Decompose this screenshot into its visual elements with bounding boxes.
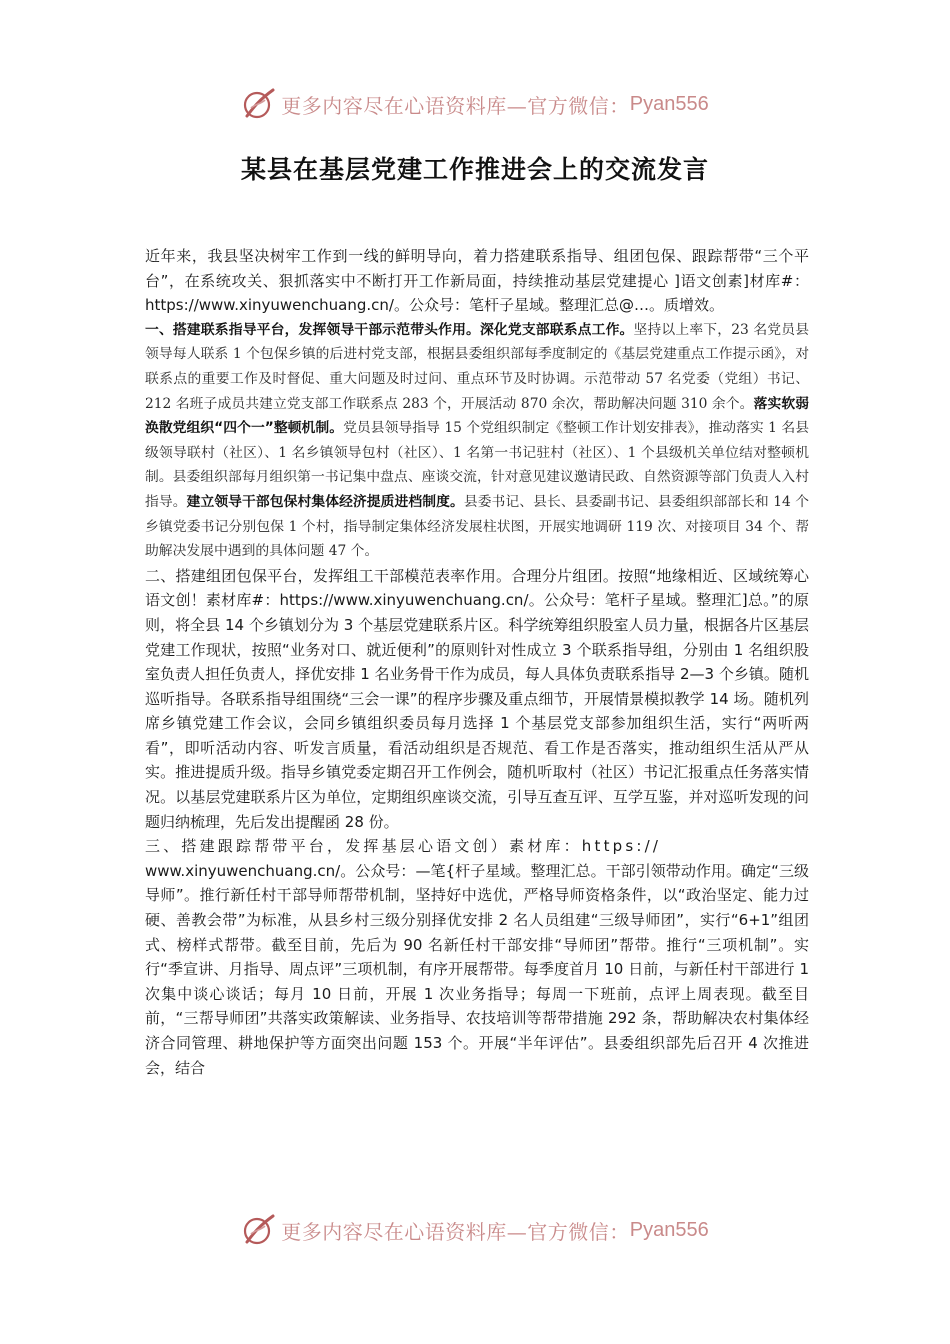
section-3-heading-line: 三、搭建跟踪帮带平台，发挥基层心语文创）素材库：https:// [145,837,662,856]
footer-watermark-banner [0,1208,950,1252]
section-2-paragraph: 二、搭建组团包保平台，发挥组工干部模范表率作用。合理分片组团。按照“地缘相近、区域统筹心语文创！素材库#：https://www.xinyuwenchuang.cn/。公众号：笔杆子星域。整理汇]总。”的原则，将全县 14 个乡镇划分为 3 个基层党建联系片区。科学统筹组织股室人员力量，根据各片区基层党建工作现状，按照“业务对口、就近便利”的原则针对性成立 3 个联系指导组，分别由 1 名组织股室负责人担任负责人，择优安排 1 名业务骨干作为成员，每人具体负责联系指导 2—3 个乡镇。随机巡听指导。各联系指导组围绕“三会一课”的程序步骤及重点细节，开展情景模拟教学 14 场。随机列席乡镇党建工作会议，会同乡镇组织委员每月选择 1 个基层党支部参加组织生活，实行“两听两看”，即听活动内容、听发言质量，看活动组织是否规范、看工作是否落实，推动组织生活从严从实。推进提质升级。指导乡镇党委定期召开工作例会，随机听取村（社区）书记汇报重点任务落实情况。以基层党建联系片区为单位，定期组织座谈交流，引导互查互评、互学互鉴，并对巡听发现的问题归纳梳理，先后发出提醒函 28 份。 [145,566,809,831]
section-1-text-1: 坚持以上率下，23 名党员县领导每人联系 1 个包保乡镇的后进村党支部，根据县委组织部每季度制定的《基层党建重点工作提示函》，对联系点的重要工作及时督促、重大问题及时过问、重点环节及时协调。示范带动 57 名党委（党组）书记、212 名班子成员共建立党支部工作联系点 283 个，开展活动 870 余次，帮助解决问题 310 余个。 [145,321,809,412]
document-title: 某县在基层党建工作推进会上的交流发言 [240,155,709,184]
document-body [145,244,809,1080]
brush-logo-icon [241,1212,277,1248]
section-1-heading: 一、搭建联系指导平台，发挥领导干部示范带头作用。深化党支部联系点工作。 [145,321,634,338]
banner-wechat-id: Pyan556 [629,92,709,115]
banner-text: 更多内容尽在心语资料库—官方微信： [281,93,630,118]
brush-logo-icon [241,86,277,122]
intro-paragraph: 近年来，我县坚决树牢工作到一线的鲜明导向，着力搭建联系指导、组团包保、跟踪帮带“三个平台”，在系统攻关、狠抓落实中不断打开工作新局面，持续推动基层党建提心 ]语文创素]材库#：https://www.xinyuwenchuang.cn/。公众号：笔杆子星域。整理汇总@…。质增效。 [145,247,809,315]
section-1-bold-3: 建立领导干部包保村集体经济提质进档制度。 [186,493,464,510]
section-1-paragraph [145,318,809,564]
header-watermark-banner [0,82,950,126]
section-1-text-2: 党员县领导指导 15 个党组织制定《整顿工作计划安排表》，推动落实 1 名县级领导联村（社区）、1 名乡镇领导包村（社区）、1 名第一书记驻村（社区）、1 个县级机关单位结对整顿机制。县委组织部每月组织第一书记集中盘点、座谈交流，针对意见建议邀请民政、自然资源等部门负责人入村指导。 [145,420,809,510]
section-3-paragraph: www.xinyuwenchuang.cn/。公众号：—笔{杆子星域。整理汇总。干部引领带动作用。确定“三级导师”。推行新任村干部导师帮带机制，坚持好中选优，严格导师资格条件，以“政治坚定、能力过硬、善教会带”为标准，从县乡村三级分别择优安排 2 名人员组建“三级导师团”，实行“6+1”组团式、榜样式帮带。截至目前，先后为 90 名新任村干部安排“导师团”帮带。推行“三项机制”。实行“季宣讲、月指导、周点评”三项机制，有序开展帮带。每季度首月 10 日前，与新任村干部进行 1 次集中谈心谈话；每月 10 日前，开展 1 次业务指导；每周一下班前，点评上周表现。截至目前，“三帮导师团”共落实政策解读、业务指导、农技培训等帮带措施 292 条，帮助解决农村集体经济合同管理、耕地保护等方面突出问题 153 个。开展“半年评估”。县委组织部先后召开 4 次推进会，结合 [145,861,809,1077]
banner-text: 更多内容尽在心语资料库—官方微信： [281,1219,630,1244]
banner-wechat-id: Pyan556 [629,1218,709,1241]
section-1-bold-2: 落实软弱涣散党组织“四个一”整顿机制。 [145,395,810,437]
section-1-text-3: 县委书记、县长、县委副书记、县委组织部部长和 14 个乡镇党委书记分别包保 1 个村，指导制定集体经济发展柱状图，开展实地调研 119 次、对接项目 34 个、帮助解决发展中遇到的具体问题 47 个。 [145,493,810,560]
